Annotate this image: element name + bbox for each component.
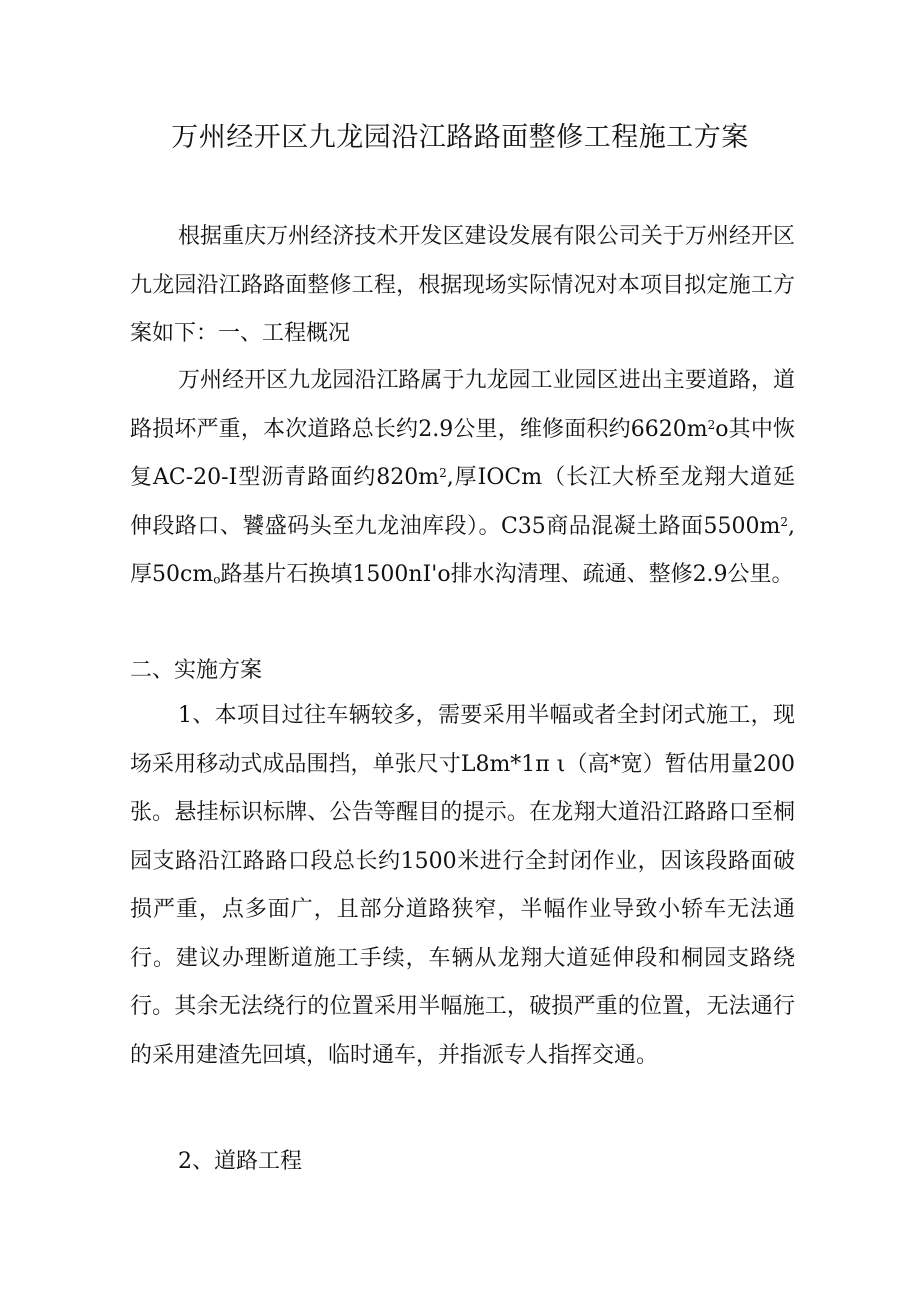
overview-text-part-5: 路基片石换填1500nI'o排水沟清理、疏通、整修2.9公里。 bbox=[220, 562, 794, 587]
section-heading-road-works: 2、道路工程 bbox=[178, 1149, 302, 1174]
overview-superscript-2: 2 bbox=[439, 465, 447, 480]
overview-paragraph bbox=[130, 357, 795, 600]
overview-text-part-2: o其中恢复AC-20-I型沥青路面约820m bbox=[130, 416, 795, 490]
intro-paragraph: 根据重庆万州经济技术开发区建设发展有限公司关于万州经开区九龙园沿江路路面整修工程，根据现场实际情况对本项目拟定施工方案如下：一、工程概况 bbox=[130, 224, 795, 346]
overview-subscript: o bbox=[213, 572, 221, 587]
overview-superscript-3: 2 bbox=[780, 514, 788, 529]
section-heading-implementation: 二、实施方案 bbox=[130, 658, 263, 683]
implementation-paragraph: 1、本项目过往车辆较多，需要采用半幅或者全封闭式施工，现场采用移动式成品围挡，单张尺寸L8m*1π ι（高*宽）暂估用量200张。悬挂标识标牌、公告等醒目的提示。在龙翔大道沿江路路口至桐园支路沿江路路口段总长约1500米进行全封闭作业，因该段路面破损严重，点多面广，且部分道路狭窄，半幅作业导致小轿车无法通行。建议办理断道施工手续，车辆从龙翔大道延伸段和桐园支路绕行。其余无法绕行的位置采用半幅施工，破损严重的位置，无法通行的采用建渣先回填，临时通车，并指派专人指挥交通。 bbox=[130, 703, 795, 1068]
overview-superscript-1: 2 bbox=[707, 417, 716, 432]
document-title: 万州经开区九龙园沿江路路面整修工程施工方案 bbox=[171, 122, 749, 153]
overview-text-part-1: 万州经开区九龙园沿江路属于九龙园工业园区进出主要道路，道路损坏严重，本次道路总长约2.9公里，维修面积约6620m bbox=[130, 368, 795, 442]
overview-text-part-3: ,厚IOCm（长江大桥至龙翔大道延伸段路口、饕盛码头至九龙油库段）。C35商品混凝土路面5500m bbox=[130, 465, 795, 539]
overview-text-part-4: ,厚50cm bbox=[130, 513, 795, 587]
